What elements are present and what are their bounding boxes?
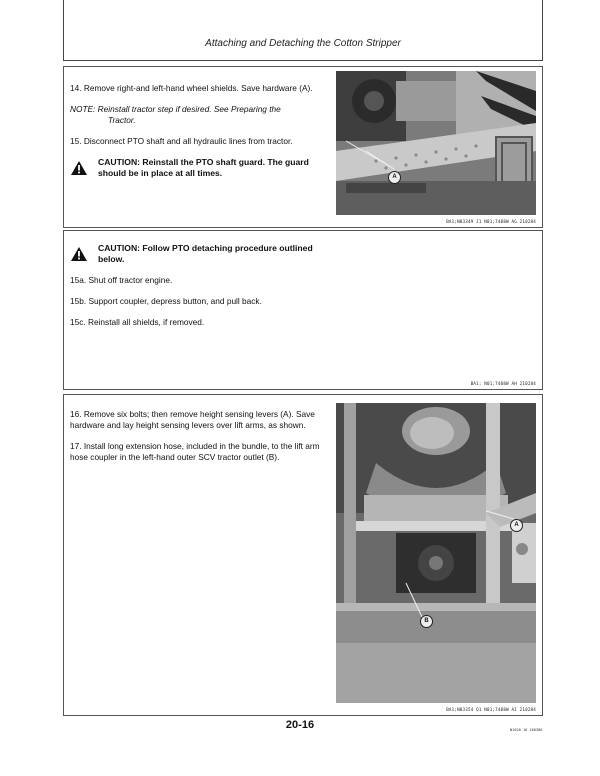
footer-code: N1620 16 160386 [510, 728, 543, 732]
caution-text: CAUTION: Follow PTO detaching procedure outlined below. [98, 243, 313, 264]
step-15a: 15a. Shut off tractor engine. [70, 275, 173, 285]
section-text [70, 83, 332, 189]
page-number: 20-16 [285, 719, 315, 731]
warning-icon [70, 246, 88, 262]
left-margin-rule [63, 0, 64, 60]
callout-a: A [510, 519, 523, 532]
section-wheel-shields [63, 66, 543, 228]
warning-icon [70, 160, 88, 176]
section-text [70, 243, 332, 338]
caution-text: CAUTION: Reinstall the PTO shaft guard. The guard should be in place at all times. [98, 157, 309, 178]
page-header-title: Attaching and Detaching the Cotton Stripper [205, 38, 401, 49]
note-label: NOTE: [70, 104, 96, 114]
step-15: 15. Disconnect PTO shaft and all hydraulic lines from tractor. [70, 136, 293, 146]
tractor-wheel-photo [336, 71, 536, 215]
note [70, 104, 332, 126]
lift-arm-photo [336, 403, 536, 703]
right-margin-rule [542, 0, 543, 60]
step-16: 16. Remove six bolts; then remove height sensing levers (A). Save hardware and lay height sensing levers over lift arms, as shown. [70, 409, 315, 430]
section-pto-detach [63, 230, 543, 390]
caution-block [70, 157, 332, 179]
section-height-sensing-levers [63, 394, 543, 716]
caution-block [70, 243, 332, 265]
note-text-continued: Tractor. [108, 115, 136, 125]
figure-reference: BA1;N83354 Q1 N01;7408W AI 210284 [446, 707, 536, 712]
figure-reference: BA1;N83349 J1 N01;7408W AG 210284 [446, 219, 536, 224]
figure-reference: BA1; N01;7408W AH 210284 [470, 381, 536, 386]
step-15c: 15c. Reinstall all shields, if removed. [70, 317, 205, 327]
callout-b: B [420, 615, 433, 628]
callout-a: A [388, 171, 401, 184]
note-text: Reinstall tractor step if desired. See Preparing the [97, 104, 281, 114]
step-15b: 15b. Support coupler, depress button, and pull back. [70, 296, 262, 306]
header-rule [63, 60, 543, 61]
step-17: 17. Install long extension hose, included in the bundle, to the lift arm hose coupler in the left-hand outer SCV tractor outlet (B). [70, 441, 320, 462]
step-14: 14. Remove right-and left-hand wheel shields. Save hardware (A). [70, 83, 313, 93]
section-text [70, 409, 332, 473]
